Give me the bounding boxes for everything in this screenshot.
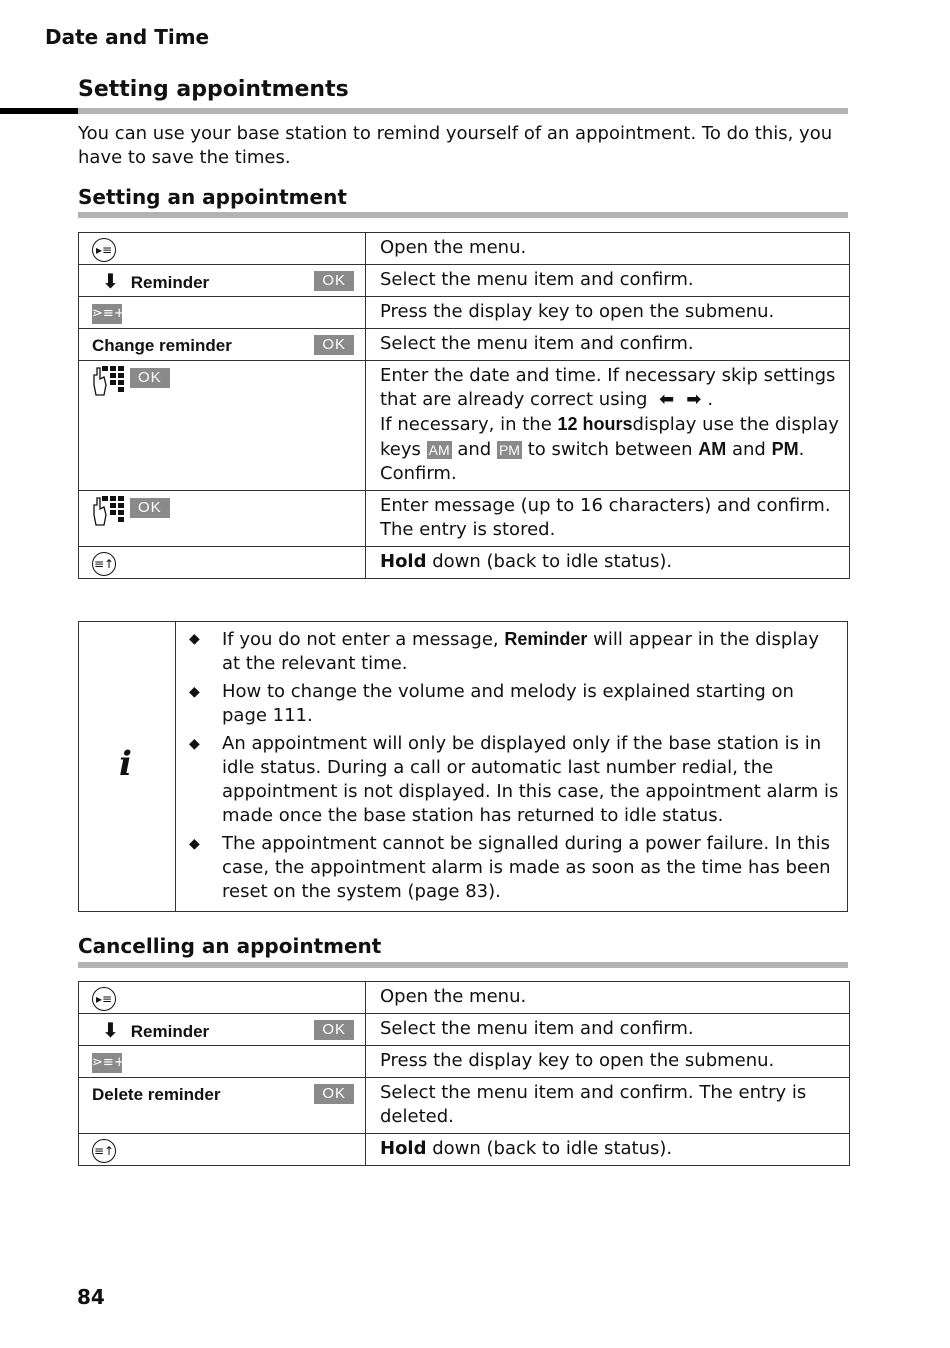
ok-key: OK <box>130 498 170 518</box>
submenu-key-icon: ⋗≡+ <box>92 304 122 324</box>
cancelling-title: Cancelling an appointment <box>78 934 382 958</box>
table-row <box>79 491 850 547</box>
end-call-circle-icon: ≡↑ <box>92 552 116 576</box>
table-row <box>79 1014 850 1046</box>
running-head: Date and Time <box>45 25 210 49</box>
step-desc: Press the display key to open the submenu. <box>366 297 850 329</box>
setting-steps-table <box>78 232 850 579</box>
list-item: ◆ An appointment will only be displayed only if the base station is in idle status. During a call or automatic last number redial, the appointment is not displayed. In this case, the appointment alarm is made once the base station has returned to idle status. <box>189 733 839 826</box>
info-list <box>189 627 839 908</box>
table-row <box>79 297 850 329</box>
info-side <box>79 622 176 911</box>
setting-title: Setting an appointment <box>78 185 347 209</box>
step-desc: Hold down (back to idle status). <box>366 547 850 579</box>
menu-item-label: Reminder <box>130 273 210 292</box>
list-item: ◆ If you do not enter a message, Reminder will appear in the display at the relevant time. <box>189 629 820 674</box>
submenu-key-icon: ⋗≡+ <box>92 1053 122 1073</box>
menu-circle-icon: ▸≡ <box>92 987 116 1011</box>
page-number: 84 <box>77 1285 105 1309</box>
left-arrow-icon: ⬅ <box>659 389 675 410</box>
menu-circle-icon: ▸≡ <box>92 238 116 262</box>
menu-item-label: Delete reminder <box>92 1085 221 1104</box>
info-box <box>78 621 848 912</box>
right-arrow-icon: ➡ <box>686 389 702 410</box>
pm-key: PM <box>498 442 520 458</box>
step-desc: Open the menu. <box>366 982 850 1014</box>
table-row <box>79 329 850 361</box>
table-row <box>79 547 850 579</box>
left-rule <box>0 108 78 114</box>
table-row <box>79 1134 850 1166</box>
ok-key: OK <box>130 368 170 388</box>
ok-key: OK <box>314 271 354 291</box>
list-item: ◆ How to change the volume and melody is explained starting on page 111. <box>189 681 794 726</box>
menu-item-label: Change reminder <box>92 336 232 355</box>
ok-key: OK <box>314 1084 354 1104</box>
list-item: ◆ The appointment cannot be signalled during a power failure. In this case, the appointment alarm is made as soon as the time has been reset on the system (page 83). <box>189 833 831 902</box>
down-arrow-icon: ⬇ <box>102 269 119 293</box>
am-key: AM <box>428 442 450 458</box>
step-desc: Open the menu. <box>366 233 850 265</box>
step-desc: Select the menu item and confirm. <box>366 1014 850 1046</box>
ok-key: OK <box>314 335 354 355</box>
step-desc: Enter the date and time. If necessary skip settings that are already correct using ⬅ ➡ . If necessary, in the 12 hoursdisplay use the display keys AM and PM to switch between AM and PM. Confirm. <box>366 361 850 491</box>
table-row <box>79 361 850 491</box>
info-icon: i <box>119 744 132 784</box>
down-arrow-icon: ⬇ <box>102 1018 119 1042</box>
table-row <box>79 1046 850 1078</box>
table-row <box>79 265 850 297</box>
end-call-circle-icon: ≡↑ <box>92 1139 116 1163</box>
intro-paragraph: You can use your base station to remind yourself of an appointment. To do this, you have to save the times. <box>78 123 833 168</box>
step-desc: Select the menu item and confirm. <box>366 265 850 297</box>
ok-key: OK <box>314 1020 354 1040</box>
table-row <box>79 1078 850 1134</box>
keypad-icon <box>92 365 124 397</box>
step-desc: Select the menu item and confirm. The entry is deleted. <box>366 1078 850 1134</box>
table-row <box>79 982 850 1014</box>
step-desc: Press the display key to open the submenu. <box>366 1046 850 1078</box>
keypad-icon <box>92 495 124 527</box>
step-desc: Select the menu item and confirm. <box>366 329 850 361</box>
step-desc: Enter message (up to 16 characters) and confirm. The entry is stored. <box>366 491 850 547</box>
section-rule <box>78 108 848 114</box>
cancelling-steps-table <box>78 981 850 1166</box>
section-title: Setting appointments <box>78 77 349 102</box>
table-row <box>79 233 850 265</box>
menu-item-label: Reminder <box>130 1022 210 1041</box>
setting-rule <box>78 212 848 218</box>
cancelling-rule <box>78 962 848 968</box>
step-desc: Hold down (back to idle status). <box>366 1134 850 1166</box>
